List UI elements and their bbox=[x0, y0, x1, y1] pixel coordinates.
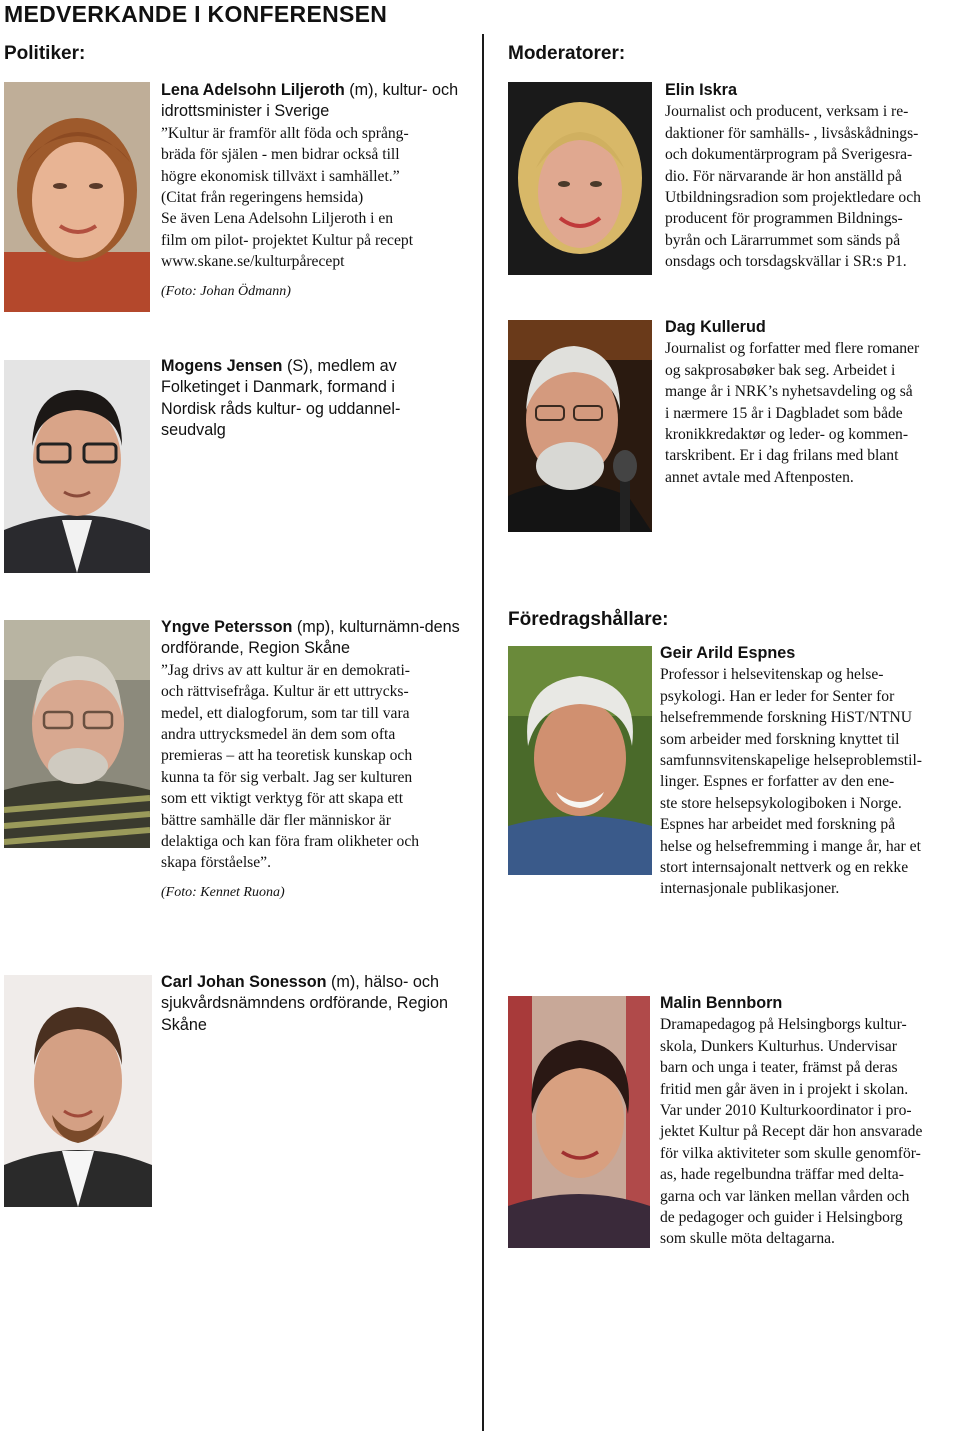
photo-credit-yngve: (Foto: Kennet Ruona) bbox=[161, 884, 285, 900]
name-lena: Lena Adelsohn Liljeroth bbox=[161, 81, 345, 99]
bio-mogens bbox=[161, 356, 451, 442]
bio-line: högre ekonomisk tillväxt i samhället.” bbox=[161, 167, 400, 185]
bio-line: Espnes har arbeidet med forskning på bbox=[660, 816, 896, 834]
column-divider bbox=[482, 34, 484, 1431]
bio-line: internasjonale publikasjoner. bbox=[660, 880, 840, 898]
bio-line: fritid men går även in i projekt i skolan. bbox=[660, 1080, 909, 1098]
bio-line: som ett viktigt verktyg för att skapa ett bbox=[161, 790, 404, 808]
bio-line: bättre samhälle där fler människor är bbox=[161, 811, 391, 829]
bio-line: helse og helsefremming i mange år, har et bbox=[660, 837, 921, 855]
bio-line: de pedagoger och guider i Helsingborg bbox=[660, 1209, 903, 1227]
bio-line: stort internsajonalt nettverk og en rekke bbox=[660, 859, 909, 877]
bio-line: som arbeider med forskning knyttet til bbox=[660, 730, 900, 748]
bio-line: kunna ta för sig verbalt. Jag ser kulturen bbox=[161, 768, 413, 786]
photo-yngve bbox=[4, 620, 150, 848]
bio-line: jektet Kultur på Recept där hon ansvarade bbox=[660, 1123, 923, 1141]
bio-line: Se även Lena Adelsohn Liljeroth i en bbox=[161, 210, 394, 228]
bio-line: dio. För närvarande är hon anställd på bbox=[665, 167, 902, 185]
name-geir: Geir Arild Espnes bbox=[660, 644, 796, 662]
bio-line: onsdags och torsdagskvällar i SR:s P1. bbox=[665, 253, 907, 271]
photo-dag bbox=[508, 320, 652, 532]
section-speakers-heading: Föredragshållare: bbox=[508, 609, 669, 630]
bio-lena-heading bbox=[161, 80, 461, 123]
role-mogens: (S), medlem av Folketinget i Danmark, formand i Nordisk råds kultur- og uddannel-seudvalg bbox=[161, 357, 401, 440]
bio-line: bräda för själen - men bidrar också till bbox=[161, 146, 400, 164]
bio-line: barn och unga i teater, främst på deras bbox=[660, 1059, 898, 1077]
bio-lena bbox=[161, 80, 461, 302]
bio-line: som skulle möta deltagarna. bbox=[660, 1230, 835, 1248]
bio-yngve bbox=[161, 617, 461, 903]
bio-line: andra uttrycksmedel än dem som ofta bbox=[161, 726, 396, 744]
bio-line: www.skane.se/kulturpårecept bbox=[161, 253, 345, 271]
bio-line: ”Jag drivs av att kultur är en demokrati- bbox=[161, 661, 410, 679]
bio-line: linger. Espnes er forfatter av den ene- bbox=[660, 773, 895, 791]
bio-line: skapa förståelse”. bbox=[161, 854, 271, 872]
bio-line: Journalist og forfatter med flere romaner bbox=[665, 340, 920, 358]
photo-geir bbox=[508, 646, 652, 875]
photo-elin bbox=[508, 82, 652, 275]
bio-line: (Citat från regeringens hemsida) bbox=[161, 189, 364, 207]
bio-line: och rättvisefråga. Kultur är ett uttrycks- bbox=[161, 683, 409, 701]
name-malin: Malin Bennborn bbox=[660, 994, 783, 1012]
bio-line: Var under 2010 Kulturkoordinator i pro- bbox=[660, 1102, 912, 1120]
bio-line: skola, Dunkers Kulturhus. Undervisar bbox=[660, 1037, 897, 1055]
bio-line: psykologi. Han er leder for Senter for bbox=[660, 687, 895, 705]
bio-line: as, hade regelbundna träffar med delta- bbox=[660, 1166, 904, 1184]
bio-line: mange år i NRK’s nyhetsavdeling og så bbox=[665, 383, 913, 401]
bio-line: og sakprosabøker bak seg. Arbeidet i bbox=[665, 361, 896, 379]
page-title: MEDVERKANDE I KONFERENSEN bbox=[4, 1, 388, 27]
bio-line: Professor i helsevitenskap og helse- bbox=[660, 666, 884, 684]
photo-carl bbox=[4, 975, 152, 1207]
bio-line: tarskribent. Er i dag frilans med blant bbox=[665, 447, 899, 465]
role-lena: (m), kultur- och idrottsminister i Sverige bbox=[161, 81, 459, 121]
bio-line: delaktiga och kan föra fram olikheter och bbox=[161, 833, 420, 851]
bio-line: medel, ett dialogforum, som tar till vara bbox=[161, 704, 410, 722]
bio-line: Journalist och producent, verksam i re- bbox=[665, 103, 909, 121]
role-yngve: (mp), kulturnämn-dens ordförande, Region Skåne bbox=[161, 618, 460, 658]
section-moderators-heading: Moderatorer: bbox=[508, 43, 626, 64]
bio-dag bbox=[665, 317, 960, 488]
bio-geir bbox=[660, 643, 960, 900]
bio-line: ”Kultur är framför allt föda och språng- bbox=[161, 124, 409, 142]
bio-elin bbox=[665, 80, 960, 273]
name-carl: Carl Johan Sonesson bbox=[161, 973, 327, 991]
photo-lena bbox=[4, 82, 150, 312]
bio-yngve-heading bbox=[161, 617, 461, 660]
name-mogens: Mogens Jensen bbox=[161, 357, 283, 375]
photo-credit-lena: (Foto: Johan Ödmann) bbox=[161, 283, 291, 299]
bio-line: i nærmere 15 år i Dagbladet som både bbox=[665, 404, 903, 422]
bio-line: byrån och Lärarrummet som sänds på bbox=[665, 231, 901, 249]
bio-line: ste store helsepsykologiboken i Norge. bbox=[660, 794, 902, 812]
name-yngve: Yngve Petersson bbox=[161, 618, 293, 636]
bio-line: och dokumentärprogram på Sverigesra- bbox=[665, 146, 913, 164]
section-politicians-heading: Politiker: bbox=[4, 43, 86, 64]
bio-carl bbox=[161, 972, 451, 1036]
bio-line: premieras – att ha teoretisk kunskap och bbox=[161, 747, 413, 765]
bio-line: Utbildningsradion som projektledare och bbox=[665, 189, 921, 207]
bio-line: daktioner för samhälls- , livsåskådnings- bbox=[665, 124, 919, 142]
photo-malin bbox=[508, 996, 650, 1248]
bio-line: för vilka aktiviteter som skulle genomför- bbox=[660, 1144, 921, 1162]
bio-line: Dramapedagog på Helsingborgs kultur- bbox=[660, 1016, 907, 1034]
name-dag: Dag Kullerud bbox=[665, 318, 766, 336]
bio-line: garna och var länken mellan vården och bbox=[660, 1187, 910, 1205]
bio-malin bbox=[660, 993, 960, 1250]
bio-line: samfunnsvitenskapelige helseproblemstil- bbox=[660, 752, 923, 770]
name-elin: Elin Iskra bbox=[665, 81, 737, 99]
bio-line: film om pilot- projektet Kultur på recept bbox=[161, 231, 414, 249]
bio-line: kronikkredaktør og leder- og kommen- bbox=[665, 426, 909, 444]
bio-line: annet avtale med Aftenposten. bbox=[665, 468, 854, 486]
bio-line: helsefremmende forskning HiST/NTNU bbox=[660, 709, 913, 727]
photo-mogens bbox=[4, 360, 150, 573]
bio-line: producent för programmen Bildnings- bbox=[665, 210, 903, 228]
role-carl: (m), hälso- och sjukvårdsnämndens ordförande, Region Skåne bbox=[161, 973, 449, 1034]
